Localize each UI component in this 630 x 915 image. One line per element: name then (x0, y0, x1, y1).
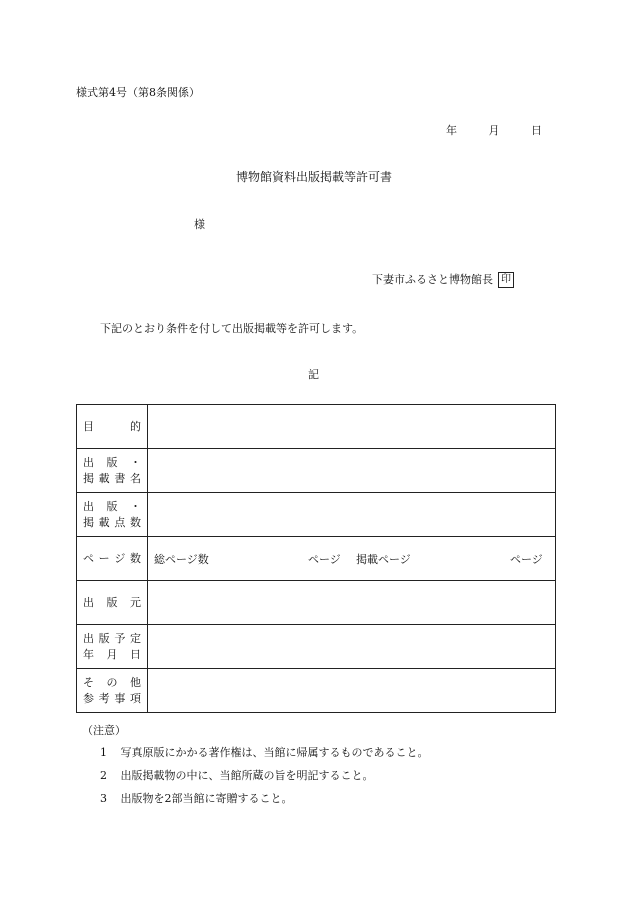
value-scheduled-date[interactable] (148, 625, 556, 669)
form-number: 様式第4号（第8条関係） (76, 86, 200, 99)
posted-pages-unit: ページ (510, 552, 543, 566)
date-month: 月 (488, 124, 500, 137)
label-other: そ の 他 参 考 事 項 (77, 669, 148, 713)
value-purpose[interactable] (148, 405, 556, 449)
addressee-suffix: 様 (194, 218, 205, 231)
row-publication-count (77, 493, 556, 537)
body-text: 下記のとおり条件を付して出版掲載等を許可します。 (100, 322, 364, 335)
issuer-name: 下妻市ふるさと博物館長 (372, 273, 493, 286)
note-item: 1 写真原版にかかる著作権は、当館に帰属するものであること。 (100, 746, 429, 759)
row-scheduled-date (77, 625, 556, 669)
notes-heading: （注意） (82, 724, 126, 737)
total-pages-label: 総ページ数 (154, 552, 209, 566)
value-pages[interactable] (148, 537, 556, 581)
row-publication-name (77, 449, 556, 493)
ki-heading: 記 (308, 368, 319, 381)
row-purpose (77, 405, 556, 449)
document-title: 博物館資料出版掲載等許可書 (236, 170, 393, 184)
label-pages: ペ ー ジ 数 (77, 537, 148, 581)
issuer-line (372, 272, 514, 288)
date-day: 日 (531, 124, 542, 137)
note-item: 2 出版掲載物の中に、当館所蔵の旨を明記すること。 (100, 769, 374, 782)
value-publisher[interactable] (148, 581, 556, 625)
row-pages (77, 537, 556, 581)
note-item: 3 出版物を2部当館に寄贈すること。 (100, 792, 293, 805)
seal-stamp: 印 (498, 272, 514, 288)
value-publication-name[interactable] (148, 449, 556, 493)
value-other[interactable] (148, 669, 556, 713)
value-publication-count[interactable] (148, 493, 556, 537)
label-publisher: 出 版 元 (77, 581, 148, 625)
permit-details-table (76, 404, 556, 713)
label-purpose: 目 的 (77, 405, 148, 449)
row-other (77, 669, 556, 713)
row-publisher (77, 581, 556, 625)
label-scheduled-date: 出 版 予 定 年 月 日 (77, 625, 148, 669)
total-pages-unit: ページ (308, 552, 341, 566)
posted-pages-label: 掲載ページ (356, 552, 411, 566)
label-publication-count: 出 版 ・ 掲 載 点 数 (77, 493, 148, 537)
date-year: 年 (446, 124, 457, 137)
label-publication-name: 出 版 ・ 掲 載 書 名 (77, 449, 148, 493)
date-line (446, 124, 542, 137)
